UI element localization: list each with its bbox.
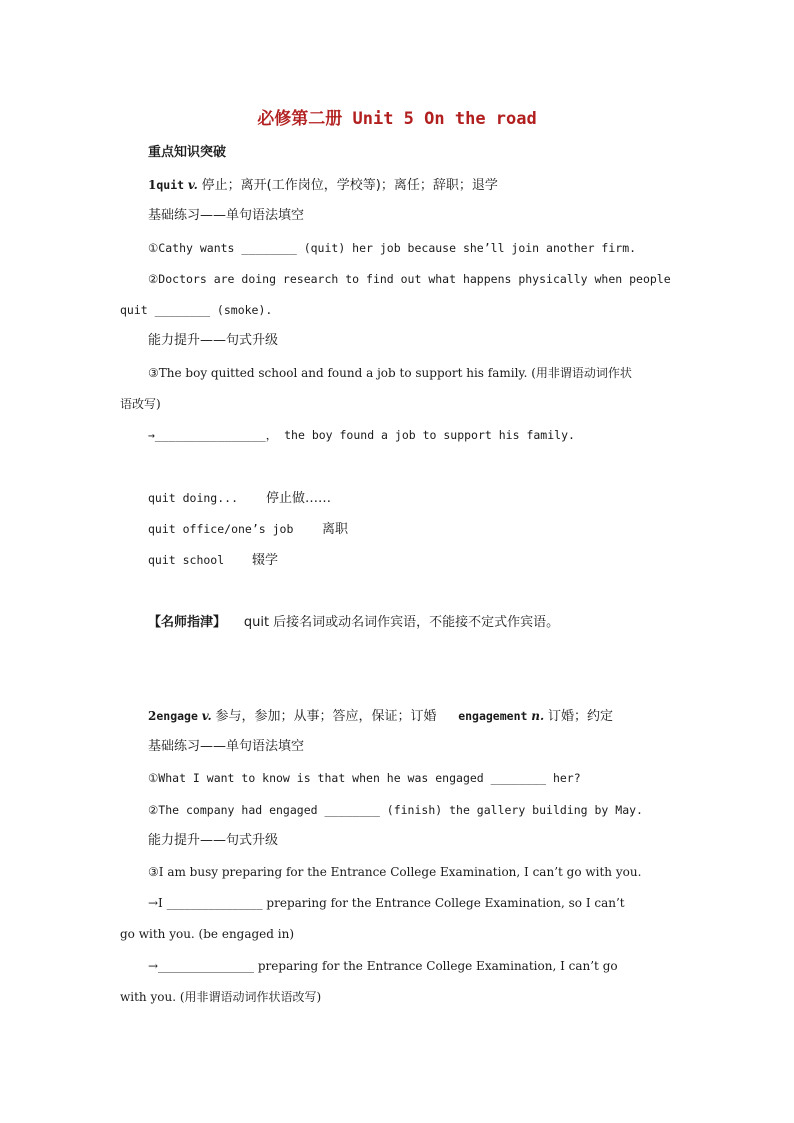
item1-word: quit — [156, 178, 185, 192]
item1-basic-heading: 基础练习——单句语法填空 — [148, 208, 305, 223]
item2-question-1: ①What I want to know is that when he was engaged ________ her? — [148, 771, 581, 785]
item2-pos2: n. — [531, 709, 545, 723]
item1-question-3-line2: 语改写) — [120, 397, 161, 411]
page-title: 必修第二册 Unit 5 On the road — [257, 109, 537, 129]
item1-pos: v. — [187, 178, 198, 192]
item1-question-3-line1: ③The boy quitted school and found a job to support his family. (用非谓语动词作状 — [148, 366, 632, 380]
item2-word: engage — [156, 709, 198, 723]
tip-label: 【名师指津】 — [148, 615, 227, 630]
item2-question-2: ②The company had engaged ________ (finish) the gallery building by May. — [148, 803, 643, 817]
item2-meaning2: 订婚；约定 — [548, 709, 614, 724]
phrase-cn: 辍学 — [252, 553, 279, 568]
phrase-row — [148, 550, 708, 571]
item2-heading — [148, 706, 708, 727]
item2-word2: engagement — [458, 709, 528, 723]
teacher-tip — [148, 612, 708, 633]
item2-answer-1-line2: go with you. (be engaged in) — [120, 927, 295, 941]
section-heading: 重点知识突破 — [148, 145, 227, 160]
item1-heading — [148, 175, 708, 196]
item2-advanced-heading: 能力提升——句式升级 — [148, 833, 279, 848]
item1-advanced-heading: 能力提升——句式升级 — [148, 333, 279, 348]
item2-pos: v. — [201, 709, 212, 723]
item2-answer-1-line1: →I ________________ preparing for the Entrance College Examination, so I can’t — [148, 896, 625, 910]
phrase-en: quit doing... — [148, 491, 239, 505]
phrase-row — [148, 519, 708, 540]
item1-question-2-line2: quit ________ (smoke). — [120, 303, 273, 317]
item2-answer-2-line2: with you. (用非谓语动词作状语改写) — [120, 990, 322, 1004]
phrase-cn: 停止做…… — [266, 491, 332, 506]
phrase-row — [148, 488, 708, 509]
item2-answer-2-line1: →________________ preparing for the Entrance College Examination, I can’t go — [148, 959, 618, 973]
phrase-cn: 离职 — [322, 522, 349, 537]
item2-number: 2 — [148, 709, 157, 723]
item2-question-3: ③I am busy preparing for the Entrance College Examination, I can’t go with you. — [148, 865, 642, 879]
item2-meaning: 参与，参加；从事；答应，保证；订婚 — [215, 709, 437, 724]
item1-number: 1 — [148, 178, 157, 192]
item1-question-3-answer: →________________， the boy found a job to support his family. — [148, 428, 575, 442]
phrase-en: quit school — [148, 553, 225, 567]
item2-basic-heading: 基础练习——单句语法填空 — [148, 739, 305, 754]
item1-question-1: ①Cathy wants ________ (quit) her job because she’ll join another firm. — [148, 241, 637, 255]
item1-meaning: 停止；离开(工作岗位，学校等)；离任；辞职；退学 — [201, 178, 498, 193]
tip-text: quit 后接名词或动名词作宾语，不能接不定式作宾语。 — [243, 615, 560, 630]
item1-question-2-line1: ②Doctors are doing research to find out what happens physically when people — [148, 272, 671, 286]
phrase-en: quit office/one’s job — [148, 522, 294, 536]
